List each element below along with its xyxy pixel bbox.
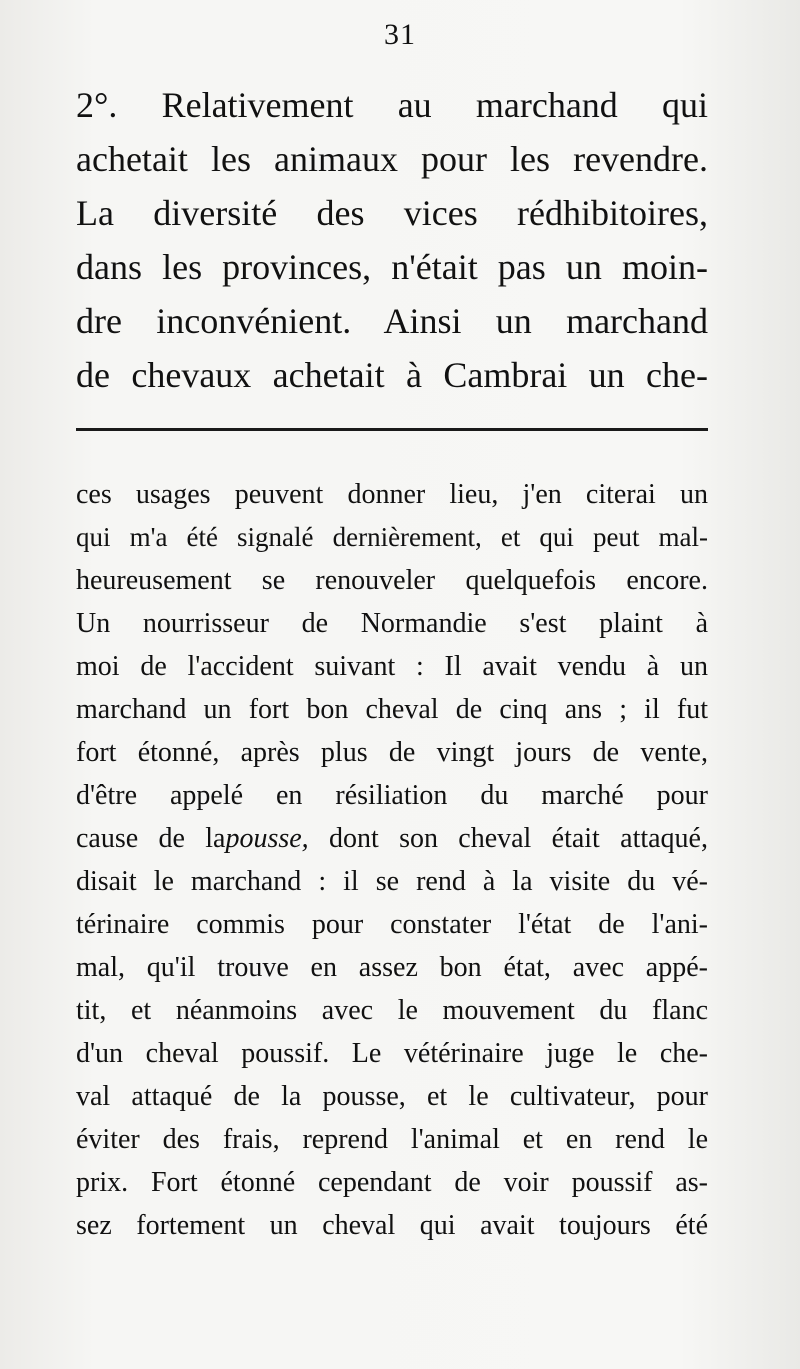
footnote-text bbox=[76, 473, 708, 1247]
body-line: achetait les animaux pour les revendre. bbox=[76, 139, 708, 179]
body-line: dre inconvénient. Ainsi un marchand bbox=[76, 301, 708, 341]
body-line: de chevaux achetait à Cambrai un che- bbox=[76, 355, 708, 395]
footnote-line: Un nourrisseur de Normandie s'est plaint à bbox=[76, 608, 708, 639]
footnote-line: fort étonné, après plus de vingt jours de vente, bbox=[76, 737, 708, 768]
footnote-line: prix. Fort étonné cependant de voir poussif as- bbox=[76, 1167, 708, 1198]
footnote-line: heureusement se renouveler quelquefois encore. bbox=[76, 565, 708, 596]
footnote-line: tit, et néanmoins avec le mouvement du flanc bbox=[76, 995, 708, 1026]
footnote-line bbox=[76, 817, 708, 860]
footnote-line: mal, qu'il trouve en assez bon état, avec appé- bbox=[76, 952, 708, 983]
footnote-line: térinaire commis pour constater l'état de l'ani- bbox=[76, 909, 708, 940]
body-line: dans les provinces, n'était pas un moin- bbox=[76, 247, 708, 287]
body-line: 2°. Relativement au marchand qui bbox=[76, 85, 708, 125]
italic-word-pousse: pousse, bbox=[225, 823, 309, 854]
footnote-line: éviter des frais, reprend l'animal et en rend le bbox=[76, 1124, 708, 1155]
footnote-line: moi de l'accident suivant : Il avait vendu à un bbox=[76, 651, 708, 682]
footnote-line: d'être appelé en résiliation du marché pour bbox=[76, 780, 708, 811]
body-text bbox=[76, 78, 708, 402]
footnote-line: d'un cheval poussif. Le vétérinaire juge le che- bbox=[76, 1038, 708, 1069]
footnote-line: marchand un fort bon cheval de cinq ans ; il fut bbox=[76, 694, 708, 725]
footnote-line: sez fortement un cheval qui avait toujours été bbox=[76, 1210, 708, 1241]
page-number: 31 bbox=[384, 18, 416, 51]
body-line: La diversité des vices rédhibitoires, bbox=[76, 193, 708, 233]
footnote-rule bbox=[76, 428, 708, 431]
footnote-line: val attaqué de la pousse, et le cultivateur, pour bbox=[76, 1081, 708, 1112]
footnote-line: qui m'a été signalé dernièrement, et qui peut mal- bbox=[76, 522, 708, 552]
footnote-line: ces usages peuvent donner lieu, j'en citerai un bbox=[76, 479, 708, 510]
footnote-line: disait le marchand : il se rend à la visite du vé- bbox=[76, 866, 708, 897]
footnote-text-run: dont son cheval était attaqué, bbox=[328, 823, 708, 854]
footnote-text-run: cause de la bbox=[76, 823, 226, 854]
